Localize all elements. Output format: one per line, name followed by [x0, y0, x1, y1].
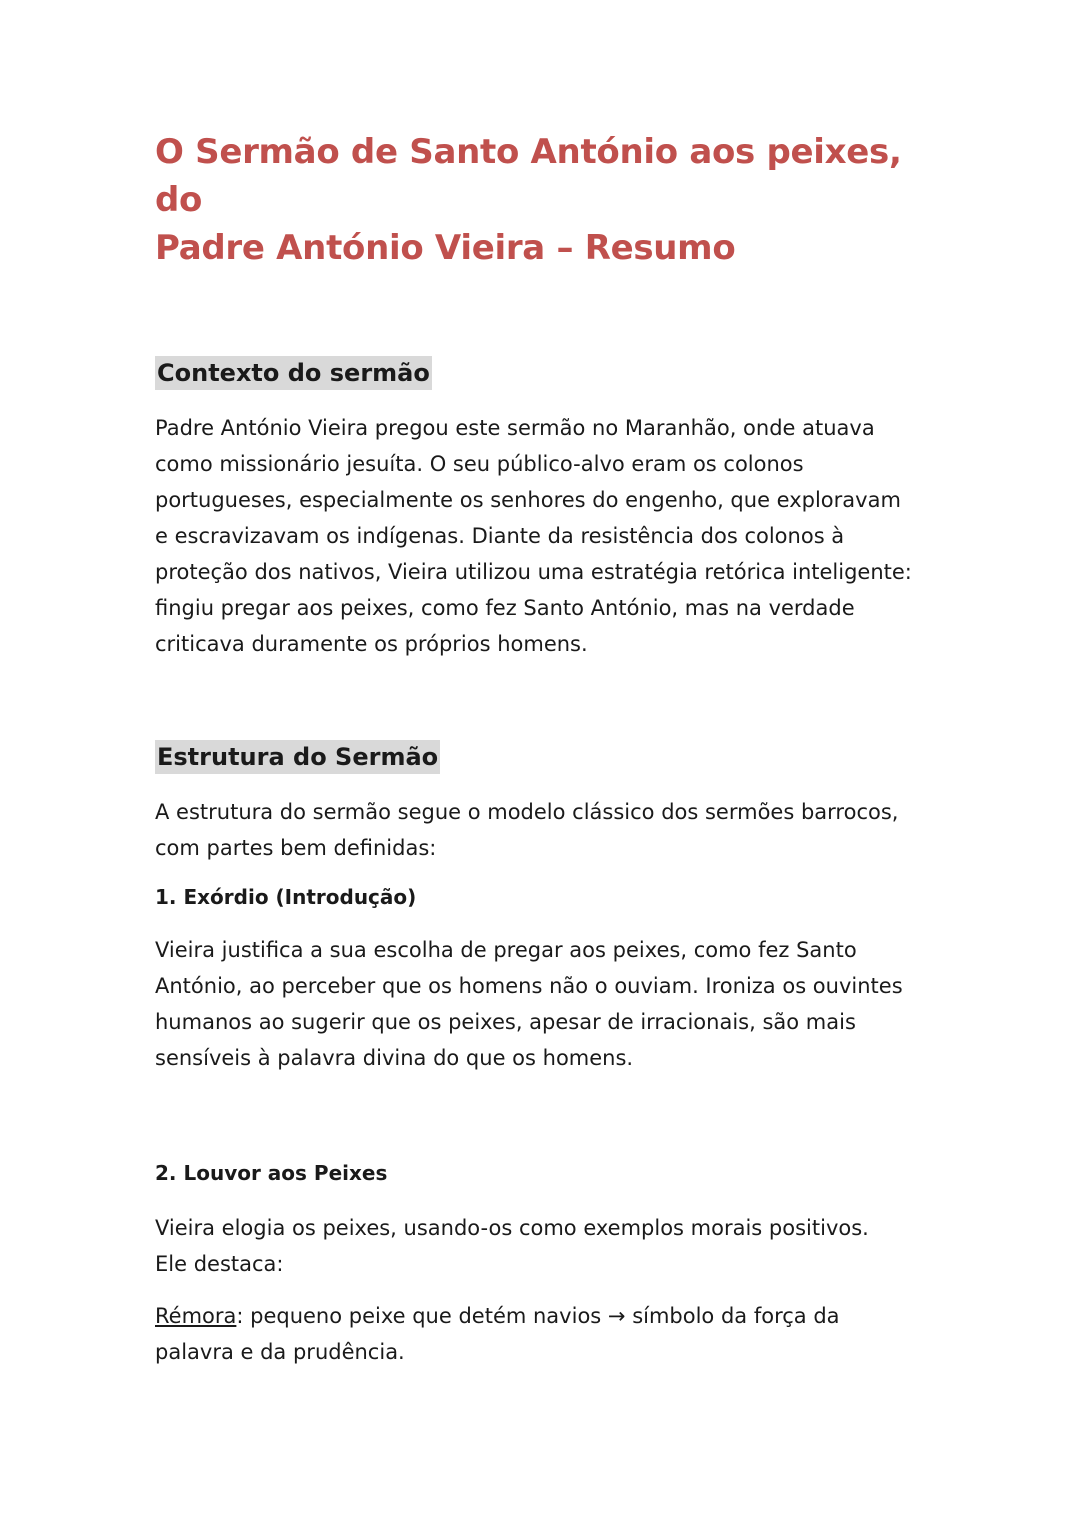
part-louvor-text: Vieira elogia os peixes, usando-os como exemplos morais positivos. Ele destaca: [155, 1216, 869, 1276]
section-heading-context: Contexto do sermão [155, 356, 432, 390]
document-title [155, 128, 935, 272]
remora-text-after: símbolo da força da palavra e da prudência. [155, 1304, 840, 1364]
remora-example [155, 1298, 925, 1370]
section-heading-structure: Estrutura do Sermão [155, 740, 440, 774]
section-context [155, 356, 935, 662]
section-structure [155, 740, 935, 1370]
document-title-line-2: Padre António Vieira – Resumo [155, 228, 736, 268]
structure-intro: A estrutura do sermão segue o modelo clássico dos sermões barrocos, com partes bem definidas: [155, 800, 899, 860]
part-exordio-text: Vieira justifica a sua escolha de pregar aos peixes, como fez Santo António, ao perceber que os homens não o ouviam. Ironiza os ouvintes humanos ao sugerir que os peixes, apesar de irracionais, são mais sensíveis à palavra divina do que os homens. [155, 938, 903, 1070]
part-exordio-title: 1. Exórdio (Introdução) [155, 885, 417, 909]
context-paragraph: Padre António Vieira pregou este sermão no Maranhão, onde atuava como missionário jesuíta. O seu público-alvo eram os colonos portugueses, especialmente os senhores do engenho, que exploravam e escravizavam os indígenas. Diante da resistência dos colonos à proteção dos nativos, Vieira utilizou uma estratégia retórica inteligente: fingiu pregar aos peixes, como fez Santo António, mas na verdade criticava duramente os próprios homens. [155, 416, 912, 656]
document-title-line-1: O Sermão de Santo António aos peixes, do [155, 132, 902, 220]
remora-text-before: : pequeno peixe que detém navios [236, 1304, 608, 1328]
document-page [155, 128, 935, 1370]
remora-term: Rémora [155, 1304, 237, 1328]
right-arrow-icon: → [607, 1304, 626, 1328]
part-louvor-title: 2. Louvor aos Peixes [155, 1161, 388, 1185]
